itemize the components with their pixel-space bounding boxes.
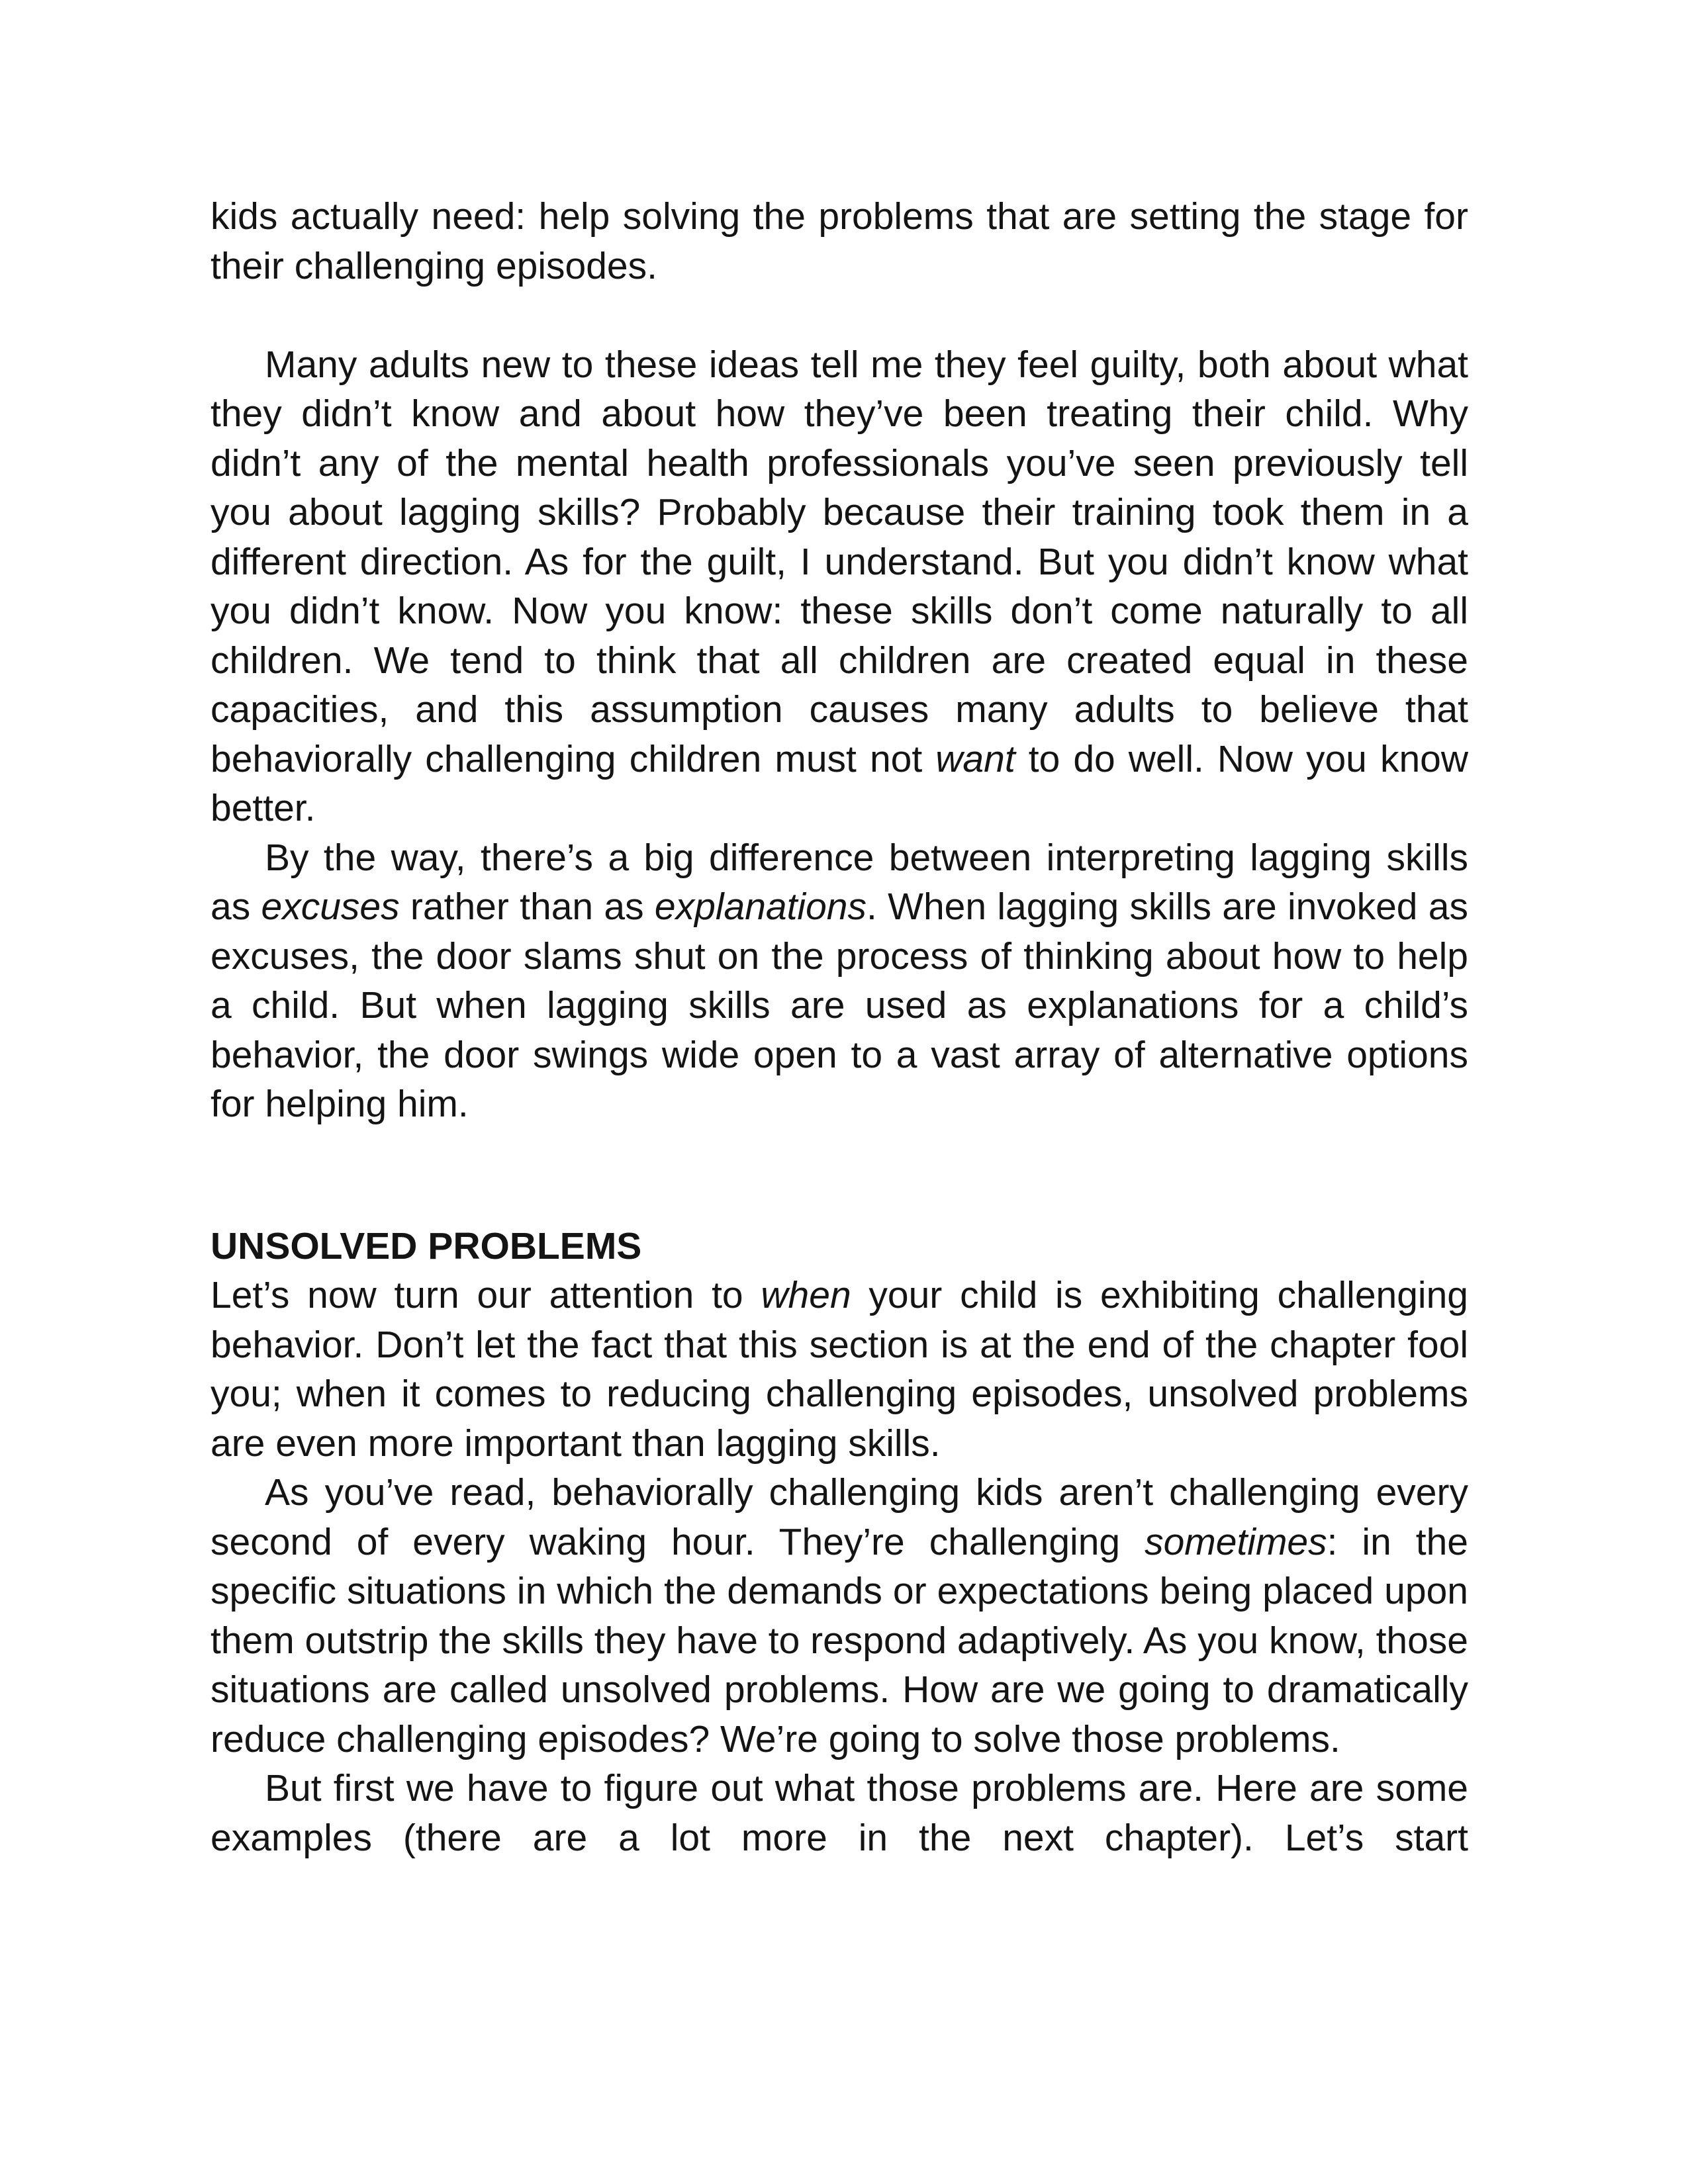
paragraph-sometimes-b: : in the specific situations in which the demands or expectations being placed upon them outstrip the skills they have to respond adaptively. As you know, those situations are called unsolved problems. How are we going to dramatically reduce challenging episodes? We’re going to solve those problems. [211,1520,1469,1760]
emphasis-explanations: explanations [654,886,867,928]
paragraph-sometimes-a: As you’ve read, behaviorally challenging kids aren’t challenging every second of every waking hour. They’re challenging [211,1471,1468,1563]
paragraph-continued: kids actually need: help solving the problems that are setting the stage for their challenging episodes. [211,195,1468,287]
paragraph-when-b: your child is exhibiting challenging behavior. Don’t let the fact that this section is at the end of the chapter fool you; when it comes to reducing challenging episodes, unsolved problems are even more important than lagging skills. [211,1274,1468,1465]
paragraph-when-a: Let’s now turn our attention to [211,1274,761,1316]
emphasis-excuses: excuses [261,886,400,928]
paragraph-excuses-b: rather than as [399,886,655,928]
emphasis-want: want [935,737,1015,780]
paragraph-excuses [211,833,1468,1129]
paragraph-guilt [211,340,1468,833]
emphasis-sometimes: sometimes [1145,1520,1327,1563]
paragraph-first: But first we have to figure out what those problems are. Here are some examples (there are a lot more in the next chapter). Let’s start [211,1767,1468,1859]
paragraph-guilt-text: Many adults new to these ideas tell me they feel guilty, both about what they didn’t know and about how they’ve been treating their child. Why didn’t any of the mental health professionals you’ve seen previously tell you about lagging skills? Probably because their training took them in a different direction. As for the guilt, I understand. But you didn’t know what you didn’t know. Now you know: these skills don’t come naturally to all children. We tend to think that all children are created equal in these capacities, and this assumption causes many adults to believe that behaviorally challenging children must not [211,343,1468,780]
emphasis-when: when [761,1274,851,1316]
paragraph-sometimes [211,1468,1468,1764]
book-page [211,192,1468,1862]
paragraph-guilt-end: to do well. Now you know better. [211,737,1469,829]
paragraph-when [211,1271,1468,1468]
section-heading: UNSOLVED PROBLEMS [211,1224,642,1267]
paragraph-excuses-c: . When lagging skills are invoked as excuses, the door slams shut on the process of thinking about how to help a child. But when lagging skills are used as explanations for a child’s behavior, the door swings wide open to a vast array of alternative options for helping him. [211,886,1468,1125]
paragraph-excuses-a: By the way, there’s a big difference between interpreting lagging skills as [211,836,1468,928]
